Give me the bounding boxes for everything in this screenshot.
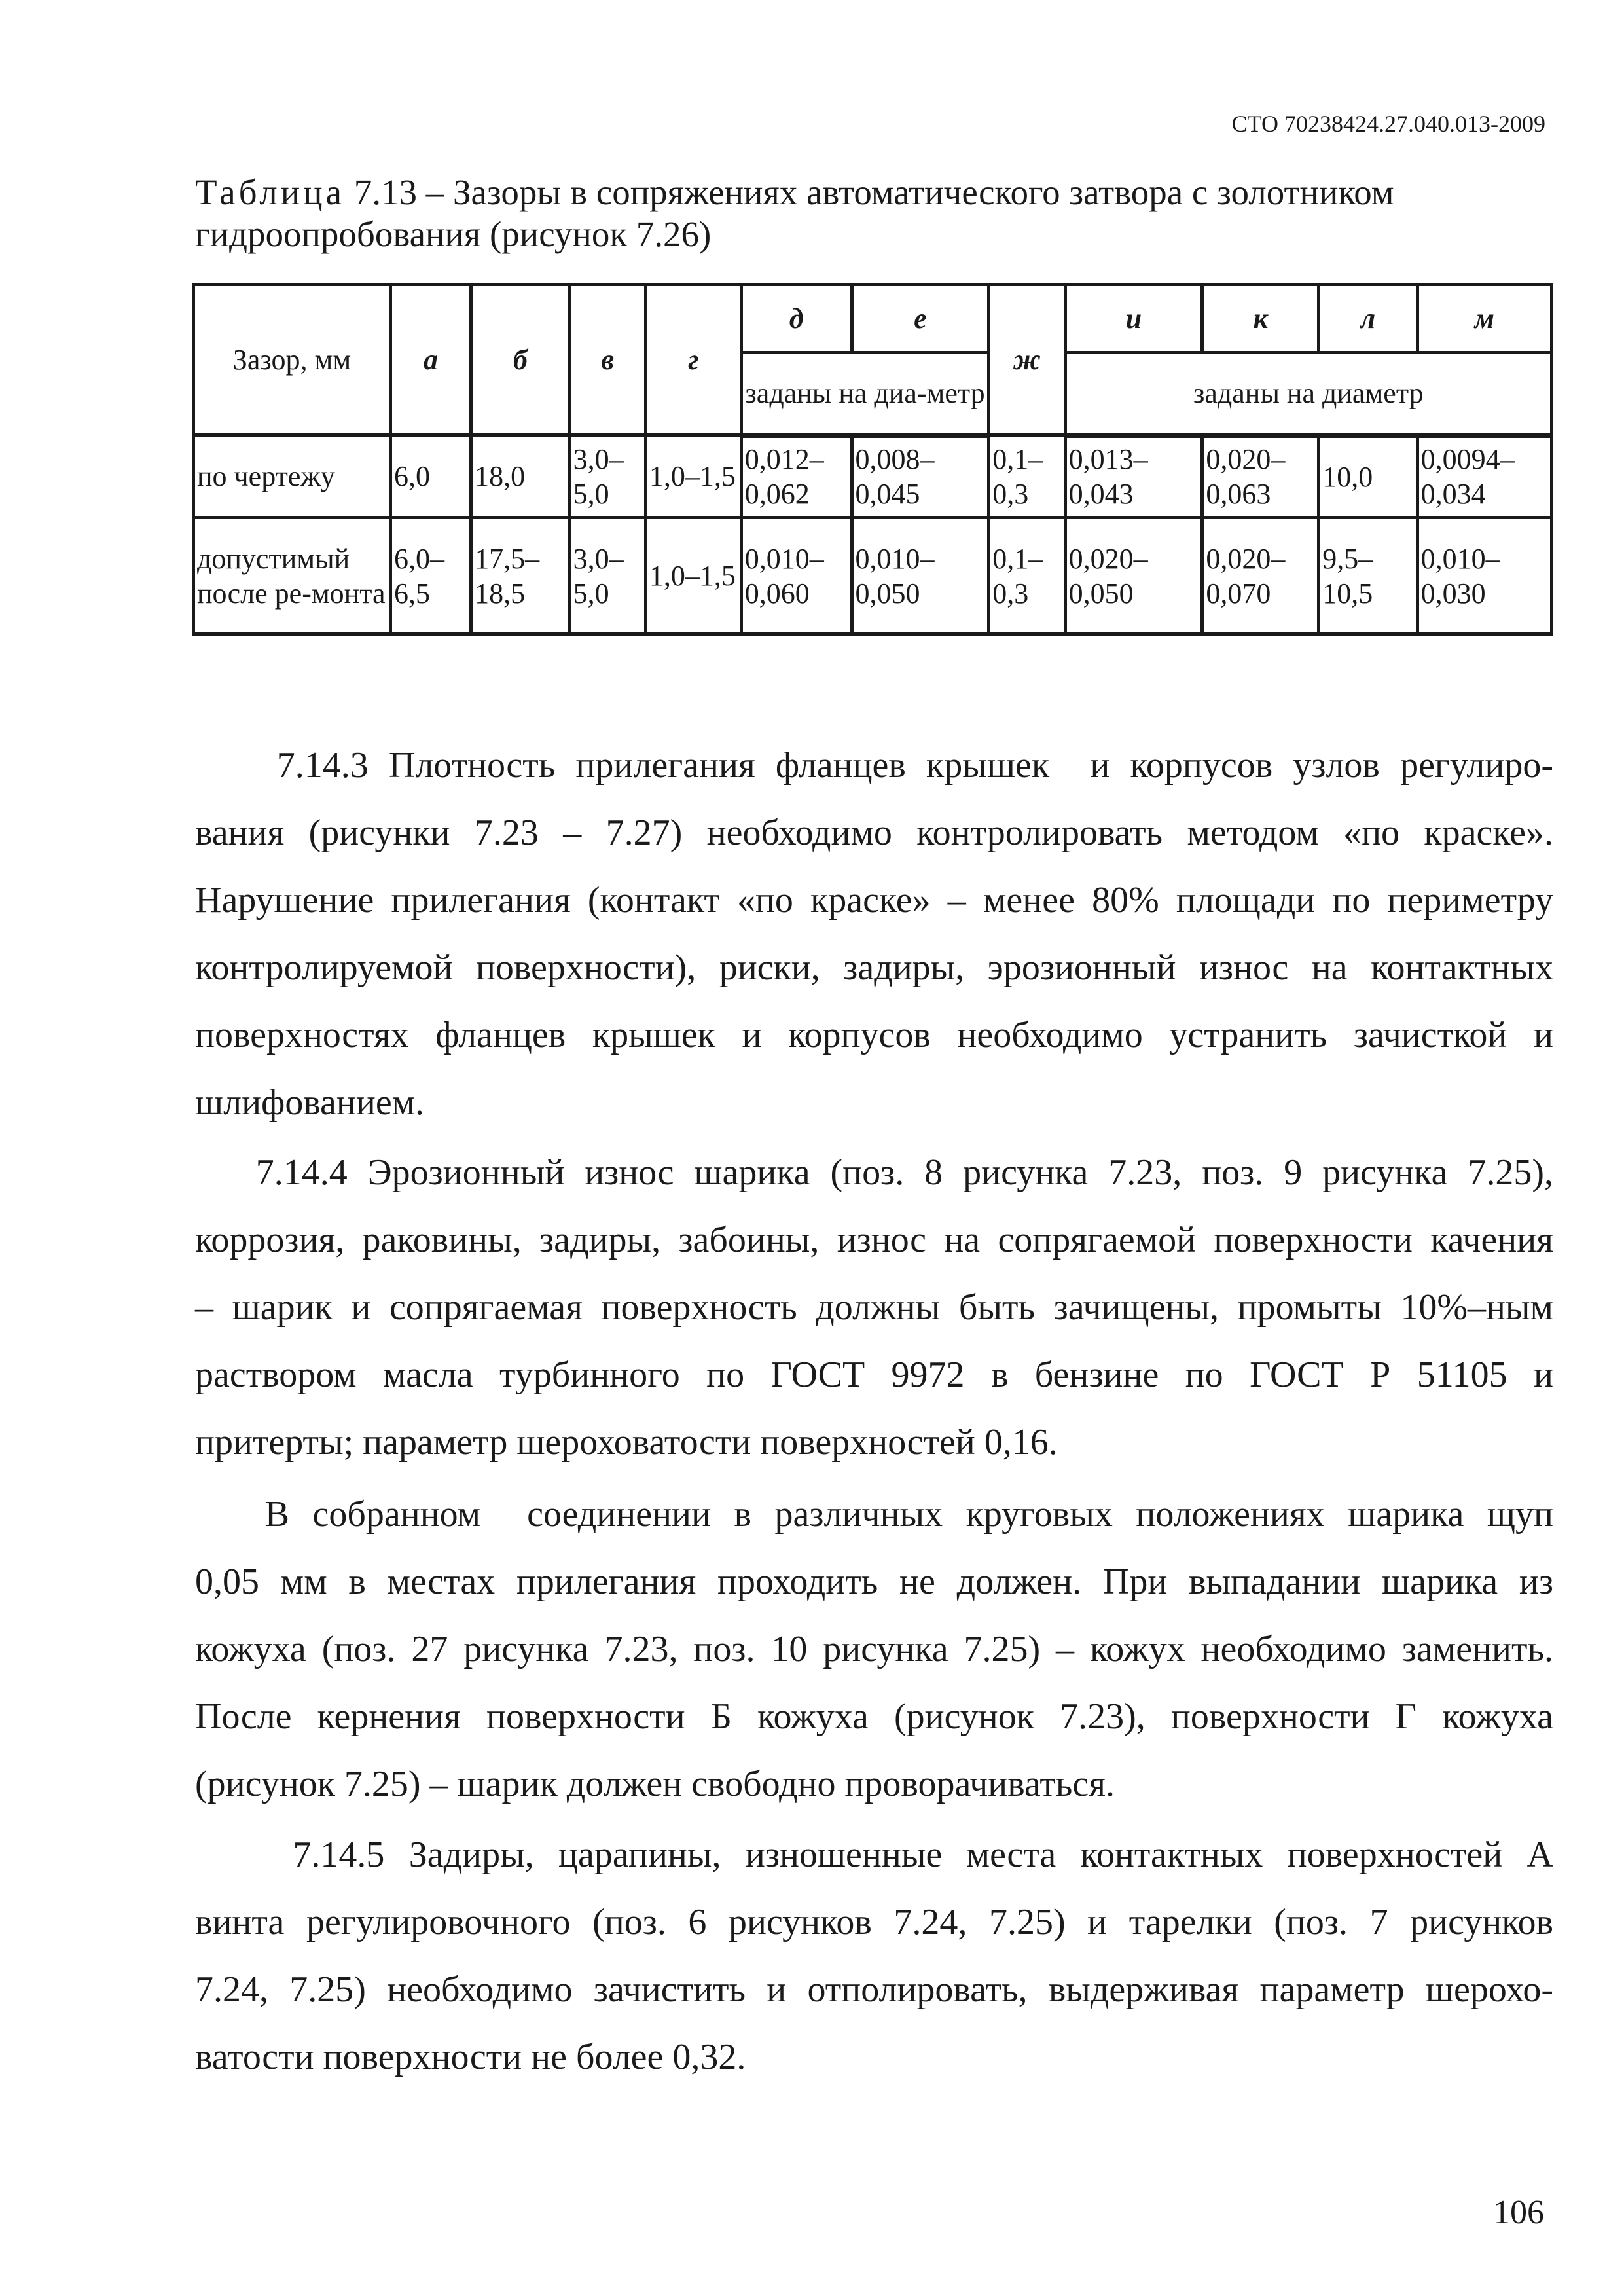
header-gap-mm: Зазор, мм [194,285,391,435]
paragraph-assembled-joint [195,1481,1553,1818]
paragraph-7-14-3 [195,732,1553,1137]
paragraph-line: вания (рисунки 7.23 – 7.27) необходимо контролировать методом «по краске». [195,812,1553,853]
table-row [194,435,1552,518]
table-cell: 0,1–0,3 [989,518,1065,634]
paragraph-line: винта регулировочного (поз. 6 рисунков 7.24, 7.25) и тарелки (поз. 7 рисунков [195,1902,1553,1942]
paragraph-7-14-5 [195,1821,1553,2091]
header-col-e: е [852,285,989,353]
gaps-table [192,283,1553,636]
table-caption [195,172,1553,255]
header-sub-iklm: заданы на диаметр [1065,353,1551,435]
paragraph-line: 7.24, 7.25) необходимо зачистить и отполировать, выдерживая параметр шерохо- [195,1969,1553,2010]
table-cell: 0,020–0,050 [1065,518,1202,634]
table-cell: 0,010–0,060 [741,518,852,634]
row-label: допустимый после ре-монта [194,518,391,634]
table-cell: 0,020–0,063 [1202,435,1319,518]
header-sub-de: заданы на диа-метр [741,353,989,435]
header-col-a: а [390,285,471,435]
header-col-l: л [1319,285,1417,353]
paragraph-line: (рисунок 7.25) – шарик должен свободно проворачиваться. [195,1764,1115,1804]
paragraph-line: В собранном соединении в различных круговых положениях шарика щуп [195,1494,1553,1535]
paragraph-7-14-4 [195,1139,1553,1476]
paragraph-line: поверхностях фланцев крышек и корпусов необходимо устранить зачисткой и [195,1015,1553,1055]
table-cell: 0,013–0,043 [1065,435,1202,518]
paragraph-line: раствором масла турбинного по ГОСТ 9972 в бензине по ГОСТ Р 51105 и [195,1355,1553,1395]
paragraph-line: После кернения поверхности Б кожуха (рисунок 7.23), поверхности Г кожуха [195,1696,1553,1737]
document-code: СТО 70238424.27.040.013-2009 [1231,111,1545,137]
table-cell: 9,5–10,5 [1319,518,1417,634]
header-col-i: и [1065,285,1202,353]
paragraph-line: притерты; параметр шероховатости поверхностей 0,16. [195,1422,1058,1463]
table-cell: 0,010–0,030 [1417,518,1551,634]
header-col-b: б [471,285,569,435]
caption-text-line2: гидроопробования (рисунок 7.26) [195,214,712,254]
caption-text-line1: 7.13 – Зазоры в сопряжениях автоматического затвора с золотником [344,172,1394,212]
paragraph-line: контролируемой поверхности), риски, задиры, эрозионный износ на контактных [195,947,1553,988]
row-label: по чертежу [194,435,391,518]
table-cell: 0,010–0,050 [852,518,989,634]
table-cell: 0,008–0,045 [852,435,989,518]
table-cell: 10,0 [1319,435,1417,518]
paragraph-line: ватости поверхности не более 0,32. [195,2037,746,2077]
paragraph-line: 0,05 мм в местах прилегания проходить не должен. При выпадании шарика из [195,1561,1553,1602]
table-cell: 1,0–1,5 [645,518,741,634]
table-cell: 17,5–18,5 [471,518,569,634]
table-cell: 3,0–5,0 [569,518,645,634]
table-cell: 3,0–5,0 [569,435,645,518]
table-cell: 0,0094–0,034 [1417,435,1551,518]
paragraph-line: кожуха (поз. 27 рисунка 7.23, поз. 10 рисунка 7.25) – кожух необходимо заменить. [195,1629,1553,1669]
header-col-g: г [645,285,741,435]
header-col-zh: ж [989,285,1065,435]
paragraph-line: 7.14.5 Задиры, царапины, изношенные места контактных поверхностей А [195,1834,1553,1875]
paragraph-line: 7.14.3 Плотность прилегания фланцев крышек и корпусов узлов регулиро- [195,745,1553,786]
table-cell: 18,0 [471,435,569,518]
header-col-d: д [741,285,852,353]
table-cell: 1,0–1,5 [645,435,741,518]
header-col-k: к [1202,285,1319,353]
paragraph-line: – шарик и сопрягаемая поверхность должны быть зачищены, промыты 10%–ным [195,1287,1553,1328]
header-col-m: м [1417,285,1551,353]
caption-label: Таблица [195,172,345,212]
table-cell: 6,0 [390,435,471,518]
table-cell: 0,012–0,062 [741,435,852,518]
table-cell: 0,1–0,3 [989,435,1065,518]
table-cell: 6,0–6,5 [390,518,471,634]
paragraph-line: шлифованием. [195,1082,425,1123]
header-col-v: в [569,285,645,435]
paragraph-line: Нарушение прилегания (контакт «по краске» – менее 80% площади по периметру [195,880,1553,920]
paragraph-line: коррозия, раковины, задиры, забоины, износ на сопрягаемой поверхности качения [195,1220,1553,1260]
table-row [194,518,1552,634]
paragraph-line: 7.14.4 Эрозионный износ шарика (поз. 8 рисунка 7.23, поз. 9 рисунка 7.25), [195,1152,1553,1193]
page-number: 106 [1493,2194,1544,2231]
table-cell: 0,020–0,070 [1202,518,1319,634]
